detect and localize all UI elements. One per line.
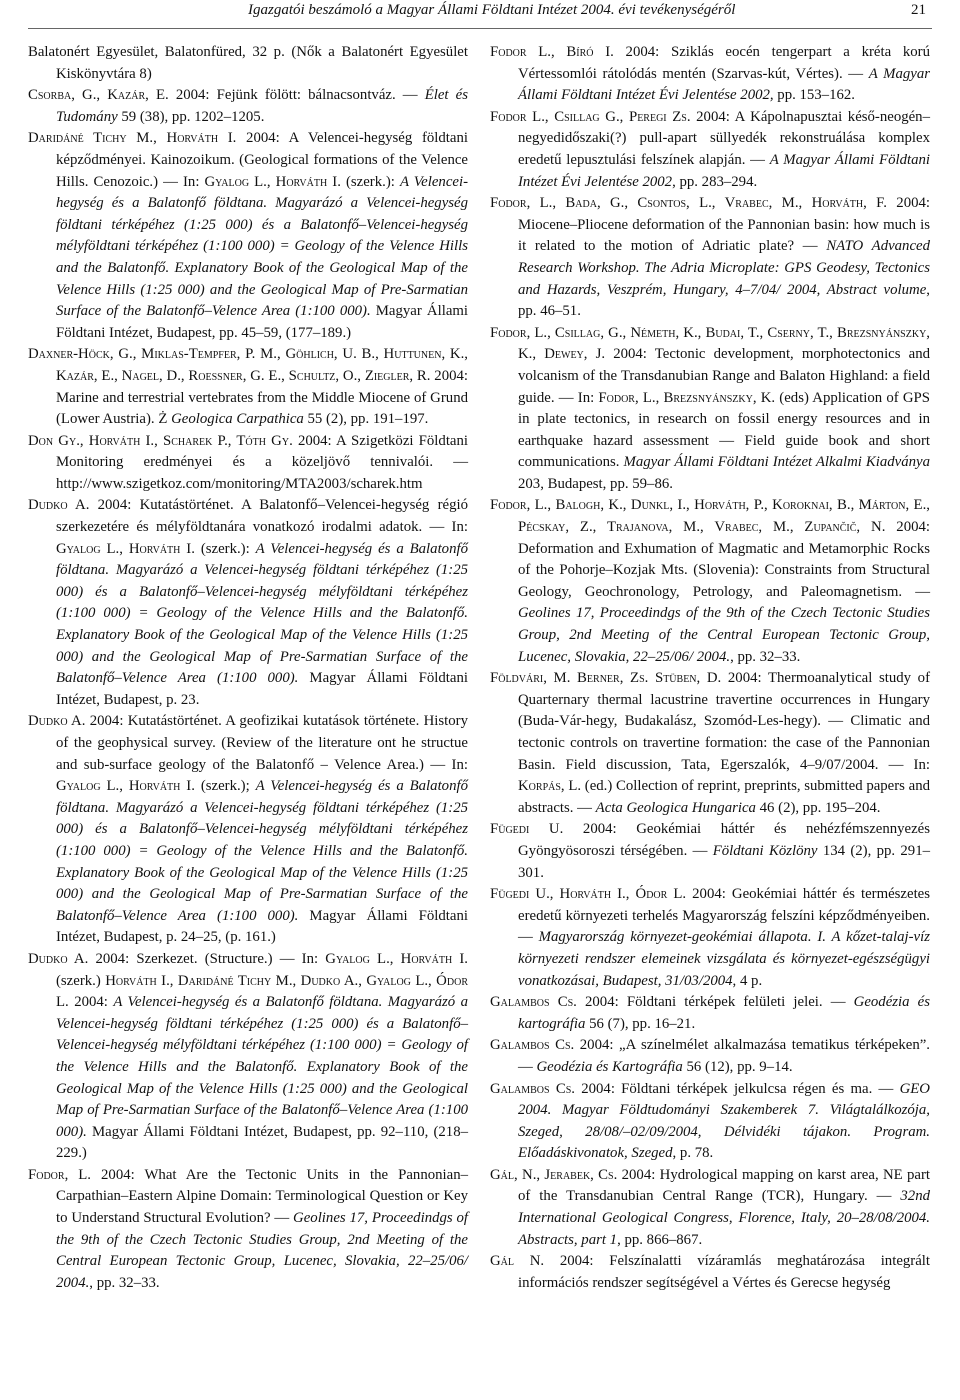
ref-text: pp. 153–162.: [773, 87, 855, 104]
reference-entry: [28, 711, 468, 949]
left-column: [28, 42, 468, 1294]
ref-authors: Daridáné Tichy M., Horváth I.: [28, 130, 237, 147]
ref-text: 56 (12), pp. 9–14.: [682, 1058, 793, 1075]
ref-source: NATO Advanced Research Workshop. The Adria Microplate: GPS Geodesy, Tectonics and Hazards, Veszprém, Hungary, 4–7/04/ 2004, Abstract volume: [518, 238, 930, 298]
reference-entry: [490, 42, 930, 107]
ref-source: Geologica Carpathica: [171, 411, 304, 428]
ref-authors: Gyalog L., Horváth I.: [56, 778, 195, 795]
ref-authors: Fodor, L., Csillag, G., Németh, K., Budai, T., Cserny, T., Brezsnyánszky, K., Dewey, J.: [490, 324, 930, 363]
reference-entry: [490, 323, 930, 496]
ref-authors: Gál, N., Jerabek, Cs.: [490, 1166, 618, 1183]
ref-source: A Magyar Állami Földtani Intézet Évi Jelentése 2002,: [518, 65, 930, 104]
ref-source: Magyar Állami Földtani Intézet Alkalmi Kiadványa: [623, 454, 930, 471]
ref-text: 2004: Szerkezet. (Structure.) — In:: [88, 950, 326, 967]
reference-entry: [28, 128, 468, 344]
ref-text: 2004: Kutatástörténet. A geofizikai kutatások története. History of the geophysical survey. (Review of the literature ont he structue and sub-surface geology of the Balatonfő – Velence Area.) — In:: [56, 713, 469, 773]
ref-text: Magyar Állami Földtani Intézet, Budapest, p. 24–25, (p. 161.): [56, 907, 468, 946]
ref-text: 2004: A Velencei-hegység földtani képződményei. Kainozoikum. (Geological formations of the Velence Hills. Cenozoic.) — In:: [56, 130, 468, 190]
reference-entry: [490, 495, 930, 668]
ref-authors: Fügedi U., Horváth I., Ódor L.: [490, 886, 687, 903]
ref-text: 2004: What Are the Tectonic Units in the Pannonian–Carpathian–Eastern Alpine Domain: Terminological Question or Key to Understand Structural Evolution? —: [56, 1166, 468, 1227]
ref-text: 2004: Sziklás eocén tengerpart a kréta korú Vértessomlói rátolódás mentén (Szarvas-kút, Vértes). —: [518, 44, 930, 82]
reference-entry: [490, 1165, 930, 1251]
ref-source: Geolines 17, Proceedindgs of the 9th of the Czech Tectonic Studies Group, 2nd Meeting of the Central European Tectonic Group, Lucenec, Slovakia, 22–25/06/ 2004.: [518, 605, 930, 665]
ref-source: A Velencei-hegység és a Balatonfő földtana. Magyarázó a Velencei-hegység földtani térképéhez (1:25 000) és a Balatonfő–Velencei-hegység mélyföldtani térképéhez (1:100 000) = Geology of the Velence Hills and the Balatonfő. Explanatory Book of the Geological Map of the Velence Hills (1:25 000) and the Geological Map of Pre-Sarmatian Surface of the Balatonfő–Velence Area (1:100 000).: [56, 778, 468, 924]
reference-entry: [28, 949, 468, 1165]
ref-text: 56 (7), pp. 16–21.: [585, 1015, 696, 1032]
ref-authors: Gyalog L., Horváth I.: [56, 540, 195, 557]
ref-authors: Fodor L., Bíró I.: [490, 44, 614, 60]
ref-source: Magyarország környezet-geokémiai állapota. I. A kőzet-talaj-víz környezeti rendszer elemeinek vizsgálata és környezet-egészségügyi vonatkozásai, Budapest, 31/03/2004: [518, 929, 930, 989]
ref-authors: Korpás, L.: [518, 778, 582, 795]
ref-source: A Velencei-hegység és a Balatonfő földtana. Magyarázó a Velencei-hegység földtani térképéhez (1:25 000) és a Balatonfő–Velencei-hegység mélyföldtani térképéhez (1:100 000) = Geology of the Velence Hills and the Balatonfő. Explanatory Book of the Geological Map of the Velence Hills (1:25 000) and the Geological Map of Pre-Sarmatian Surface of the Balatonfő–Velence Area (1:100 000).: [56, 994, 468, 1140]
ref-authors: Fodor, L.: [28, 1166, 92, 1183]
ref-text: 46 (2), pp. 195–204.: [755, 799, 881, 816]
ref-authors: Fodor, L., Balogh, K., Dunkl, I., Horváth, P., Koroknai, B., Márton, E., Pécskay, Z., Trajanova, M., Vrabec, M., Zupančič, N.: [490, 497, 930, 536]
ref-source: Geolines 17, Proceedindgs of the 9th of the Czech Tectonic Studies Group, 2nd Meeting of the Central European Tectonic Group, Lucenec, Slovakia, 22–25/06/ 2004.: [56, 1210, 469, 1291]
reference-entry: [28, 495, 468, 711]
ref-text: Magyar Állami Földtani Intézet, Budapest, pp. 45–59, (177–189.): [56, 303, 469, 341]
ref-authors: Gál N.: [490, 1253, 545, 1270]
ref-authors: Fodor L., Csillag G., Peregi Zs.: [490, 108, 691, 125]
ref-text: 2004: Földtani térképek jelkulcsa régen és ma. —: [574, 1080, 900, 1097]
ref-authors: Galambos Cs.: [490, 1080, 575, 1097]
ref-source: GEO 2004. Magyar Földtudományi Szakemberek 7. Világtalálkozója, Szeged, 28/08/–02/09/2004, Délvidéki tájakon. Program. Előadáskivonatok, Szeged: [518, 1080, 930, 1162]
ref-text: 2004: Kutatástörténet. A Balatonfő–Velencei-hegység régió szerkezetére és mélyföldtanára vonatkozó irodalmi adatok. — In:: [56, 497, 468, 536]
ref-authors: Gyalog L., Horváth I.: [204, 173, 341, 190]
reference-entry: [28, 85, 468, 128]
ref-authors: Földvári, M. Berner, Zs. Stüben, D.: [490, 670, 722, 687]
ref-authors: Fodor, L., Bada, G., Csontos, L., Vrabec, M., Horváth, F.: [490, 195, 887, 212]
reference-entry: [28, 1165, 468, 1295]
reference-entry: [490, 107, 930, 193]
ref-text: Magyar Állami Földtani Intézet, Budapest, pp. 92–110, (218–229.): [56, 1123, 468, 1162]
ref-source: A Magyar Állami Földtani Intézet Évi Jelentése 2002: [518, 151, 930, 190]
ref-authors: Csorba, G., Kazár, E.: [28, 87, 169, 104]
ref-authors: Galambos Cs.: [490, 1037, 575, 1054]
ref-text: 2004: Tectonic development, morphotectonics and volcanism of the Transdanubian Range and Balaton Highland: a field guide. — In:: [518, 346, 931, 406]
ref-text: , pp. 283–294.: [672, 173, 758, 190]
ref-source: Élet és Tudomány: [56, 87, 468, 125]
ref-text: (szerk.);: [194, 778, 256, 795]
ref-text: 2004: Földtani térképek felületi jelei. —: [576, 994, 854, 1011]
running-title: Igazgatói beszámoló a Magyar Állami Földtani Intézet 2004. évi tevékenységéről: [248, 2, 736, 18]
ref-text: , pp. 32–33.: [89, 1274, 160, 1291]
ref-authors: Galambos Cs.: [490, 994, 577, 1011]
ref-source: A Velencei-hegység és a Balatonfő földtana. Magyarázó a Velencei-hegység földtani térképéhez (1:25 000) és a Balatonfő–Velencei-hegység mélyföldtani térképéhez (1:100 000) = Geology of the Velence Hills and the Balatonfő. Explanatory Book of the Geological Map of the Velence Hills (1:25 000) and the Geological Map of Pre-Sarmatian Surface of the Balatonfő–Velence Area (1:100 000).: [56, 540, 468, 687]
ref-text: 2004: „A színelmélet alkalmazása tematikus térképeken”. —: [518, 1037, 930, 1075]
running-header: [28, 0, 932, 29]
reference-entry: [490, 1079, 930, 1165]
ref-source: Acta Geologica Hungarica: [595, 799, 756, 816]
ref-authors: Gyalog L., Horváth I.: [325, 950, 468, 967]
ref-source: Geodézia és kartográfia: [518, 994, 930, 1032]
ref-source: A Velencei-hegység és a Balatonfő földtana. Magyarázó a Velencei-hegység földtani térképéhez (1:25 000) és a Balatonfő–Velencei-hegység mélyföldtani térképéhez (1:100 000) = Geology of the Velence Hills and the Balatonfő. Explanatory Book of the Geological Map of the Velence Hills (1:25 000) and the Geological Map of Pre-Sarmatian Surface of the Balatonfő–Velence Area (1:100 000).: [56, 173, 468, 320]
ref-text: , pp. 32–33.: [730, 648, 801, 665]
page-number: 21: [911, 2, 926, 18]
ref-authors: Daxner-Höck, G., Miklas-Tempfer, P. M., Göhlich, U. B., Huttunen, K., Kazár, E., Nagel, D., Roessner, G. E., Schultz, O., Ziegler, R.: [28, 346, 468, 384]
ref-text: (szerk.): [56, 972, 106, 989]
ref-authors: Dudko A.: [28, 950, 89, 967]
ref-source: Földtani Közlöny: [712, 842, 818, 859]
ref-text: , 4 p.: [732, 972, 763, 989]
ref-text: 2004: A Kápolnapusztai késő-neogén–negyedidőszaki(?) pull-apart süllyedék rekonstruálása komplex eredetű lepusztulási felszínek alapján. —: [518, 108, 930, 168]
ref-text: 2004: Felszínalatti vízáramlás meghatározása integrált információs rendszer segítségével a Vértes és Gerecse hegység: [518, 1253, 930, 1291]
ref-authors: Horváth I., Daridáné Tichy M., Dudko A., Gyalog L., Ódor L.: [56, 972, 468, 1011]
ref-text: (szerk.):: [340, 173, 400, 190]
ref-text: (ed.) Collection of reprint, preprints, submitted papers and abstracts. —: [518, 778, 931, 816]
ref-text: (eds) Application of GPS in plate tectonics, in research on fossil energy resources and in earthquake hazard assessment — Field guide book and short communications.: [518, 389, 930, 471]
ref-text: 2004:: [68, 994, 114, 1011]
ref-text: 59 (38), pp. 1202–1205.: [117, 108, 265, 125]
right-column: [490, 42, 930, 1294]
reference-entry: [490, 193, 930, 323]
ref-text: 2004: Hydrological mapping on karst area, NE part of the Transdanubian Central Range (TCR), Hungary. —: [518, 1166, 930, 1205]
reference-entry: [28, 431, 468, 496]
ref-authors: Fügedi U.: [490, 821, 564, 838]
ref-text: 2004: Geokémiai háttér és nehézfémszennyezés Gyöngyösoroszi térségében. —: [518, 821, 931, 859]
ref-authors: Dudko A.: [28, 497, 90, 514]
ref-text: Balatonért Egyesület, Balatonfüred, 32 p. (Nők a Balatonért Egyesület Kiskönyvtára 8): [28, 44, 468, 82]
reference-entry: [490, 884, 930, 992]
ref-text: 2004: A Szigetközi Földtani Monitoring eredményei és a közeljövő tennivalói. — http://www.szigetkoz.com/monitoring/MTA2003/scharek.htm: [56, 432, 469, 492]
reference-entry: [490, 668, 930, 819]
ref-text: 2004: Marine and terrestrial vertebrates from the Middle Miocene of Grund (Lower Austria). Ż: [56, 367, 468, 428]
reference-entry: [28, 344, 468, 430]
ref-text: 2004: Miocene–Pliocene deformation of the Pannonian basin: how much is it related to the motion of Adriatic plate? —: [518, 195, 930, 255]
ref-text: , p. 78.: [672, 1145, 714, 1162]
ref-text: (szerk.):: [194, 540, 256, 557]
reference-entry: [28, 42, 468, 85]
reference-entry: [490, 1251, 930, 1294]
reference-entry: [490, 819, 930, 884]
ref-text: 134 (2), pp. 291–301.: [518, 842, 930, 881]
ref-text: Magyar Állami Földtani Intézet, Budapest, p. 23.: [56, 670, 468, 708]
reference-entry: [490, 1035, 930, 1078]
ref-text: 2004: Thermoanalytical study of Quarternary thermal lacustrine travertine occurrences in Hungary (Buda-Vár-hegy, Budakalász, Szomód-Les-hegy). — Climatic and tectonic controls on travertine formation: the case of the Pannonian Basin. Field discussion, Tata, Egerszalók, 4–9/07/2004. — In:: [518, 670, 930, 773]
ref-authors: Dudko A.: [28, 713, 86, 730]
ref-text: , pp. 866–867.: [617, 1231, 703, 1248]
ref-source: Geodézia és Kartográfia: [536, 1058, 683, 1075]
ref-authors: Fodor, L., Brezsnyánszky, K.: [598, 389, 776, 406]
ref-source: 32nd International Geological Congress, Florence, Italy, 20–28/08/2004. Abstracts, part 1: [518, 1188, 930, 1248]
ref-text: 2004: Deformation and Exhumation of Magmatic and Metamorphic Rocks of the Pohorje–Kozjak Mts. (Slovenia): Constraints from Structural Geology, Geochronology, Petrology, and Paleomagnetism. —: [518, 519, 930, 600]
ref-text: , pp. 46–51.: [518, 281, 930, 320]
reference-entry: [490, 992, 930, 1035]
ref-authors: Don Gy., Horváth I., Scharek P., Tóth Gy.: [28, 432, 293, 449]
ref-text: 203, Budapest, pp. 59–86.: [518, 475, 673, 492]
ref-text: 2004: Fejünk fölött: bálnacsontváz. —: [168, 87, 425, 104]
ref-text: 2004: Geokémiai háttér és természetes eredetű környezeti terhelés Magyarország felszíni képződményeiben. —: [518, 886, 931, 946]
ref-text: 55 (2), pp. 191–197.: [303, 411, 429, 428]
